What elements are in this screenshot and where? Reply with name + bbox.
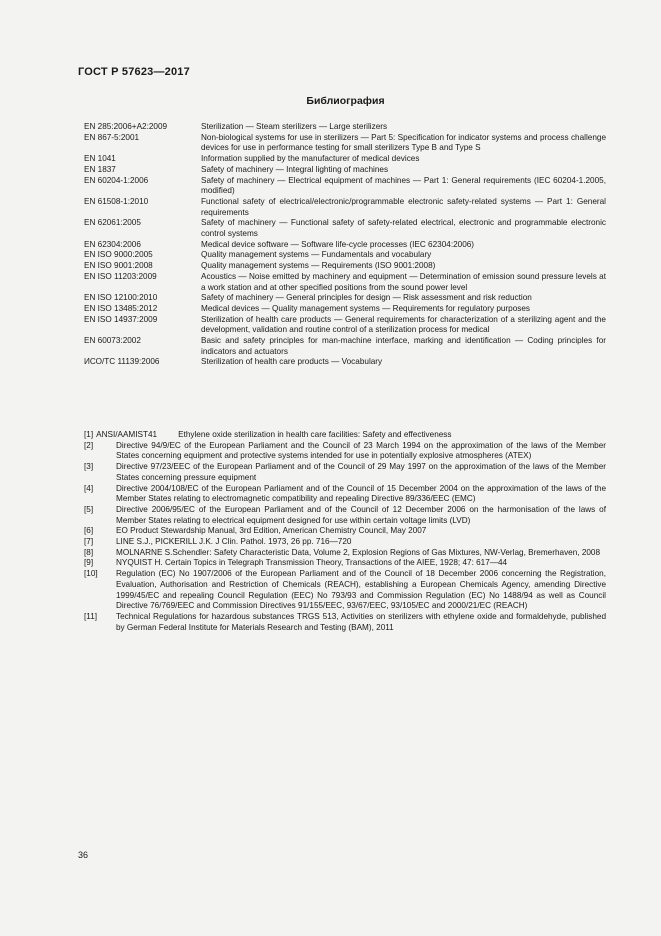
reference-entry	[84, 569, 606, 612]
standard-entry	[84, 261, 606, 272]
references-list	[84, 430, 606, 633]
reference-entry	[84, 462, 606, 483]
reference-number: [8]	[84, 547, 94, 557]
reference-entry	[84, 537, 606, 548]
standard-entry	[84, 133, 606, 154]
standard-entry	[84, 122, 606, 133]
standard-description: Medical device software — Software life-cycle processes (IEC 62304:2006)	[201, 239, 475, 249]
standard-entry	[84, 250, 606, 261]
standard-entry	[84, 315, 606, 336]
reference-entry	[84, 441, 606, 462]
standard-description: Quality management systems — Fundamentals and vocabulary	[201, 250, 432, 260]
standard-entry	[84, 357, 606, 368]
reference-number: [6]	[84, 526, 94, 536]
standard-description: Acoustics — Noise emitted by machinery and equipment — Determination of emission sound pressure levels at a work station and at other specified positions from the sound power level	[201, 271, 606, 292]
standard-entry	[84, 165, 606, 176]
standard-code: EN ISO 13485:2012	[84, 303, 158, 313]
standard-code: EN 61508-1:2010	[84, 196, 149, 206]
standard-description: Non-biological systems for use in sterilizers — Part 5: Specification for indicator systems and process challenge devices for use in performance testing for small sterilizers Type B and Type S	[201, 132, 606, 153]
standard-code: EN 60073:2002	[84, 336, 141, 346]
standard-code: EN 285:2006+A2:2009	[84, 122, 168, 131]
reference-text: Directive 97/23/EEC of the European Parliament and of the Council of 29 May 1997 on the approximation of the laws of the Member States concerning pressure equipment	[116, 462, 606, 482]
standard-description: Medical devices — Quality management systems — Requirements for regulatory purposes	[201, 303, 531, 313]
standard-entry	[84, 154, 606, 165]
reference-number: [2]	[84, 440, 94, 450]
standard-entry	[84, 197, 606, 218]
reference-text: Regulation (EC) No 1907/2006 of the European Parliament and of the Council of 18 December 2006 concerning the Registration, Evaluation, Authorisation and Restriction of Chemicals (REACH), establishing a European Chemicals Agency, amending Directive 1999/45/EC and repealing Council Regulation (EEC) No 793/93 and Commission Regulation (EC) No 1488/94 as well as Council Directive 76/769/EEC and Commission Directives 91/155/EEC, 93/67/EEC, 93/105/EC and 2000/21/EC (REACH)	[116, 569, 606, 611]
standard-entry	[84, 304, 606, 315]
standard-code: EN ISO 11203:2009	[84, 271, 157, 281]
reference-number: [3]	[84, 462, 94, 472]
standard-code: EN ISO 9000:2005	[84, 250, 153, 260]
standard-description: Basic and safety principles for man-machine interface, marking and identification — Coding principles for indicators and actuators	[201, 336, 606, 356]
reference-text: EO Product Stewardship Manual, 3rd Edition, American Chemistry Council, May 2007	[116, 526, 427, 536]
reference-entry	[84, 484, 606, 505]
reference-number: [11]	[84, 611, 98, 621]
standard-entry	[84, 218, 606, 239]
reference-entry	[84, 612, 606, 633]
reference-number: [1]	[84, 430, 94, 439]
standard-description: Functional safety of electrical/electronic/programmable electronic safety-related systems — Part 1: General requirements	[201, 196, 606, 217]
standard-entry	[84, 293, 606, 304]
standard-description: Safety of machinery — Integral lighting of machines	[201, 164, 389, 174]
reference-text: MOLNARNE S.Schendler: Safety Characteristic Data, Volume 2, Explosion Regions of Gas Mixtures, NW-Verlag, Bremerhaven, 2008	[116, 547, 601, 557]
reference-text: LINE S.J., PICKERILL J.K. J Clin. Pathol. 1973, 26 pp. 716—720	[116, 537, 352, 547]
reference-entry	[84, 526, 606, 537]
reference-number: [10]	[84, 569, 98, 579]
standard-description: Safety of machinery — General principles for design — Risk assessment and risk reduction	[201, 293, 532, 303]
standard-code: EN ISO 14937:2009	[84, 314, 158, 324]
reference-text: NYQUIST H. Certain Topics in Telegraph Transmission Theory, Transactions of the AIEE, 1928; 47: 617—44	[116, 558, 508, 568]
reference-text: Directive 94/9/EC of the European Parliament and the Council of 23 March 1994 on the approximation of the laws of the Member States concerning equipment and protective systems intended for use in potentially explosive atmospheres (ATEX)	[116, 440, 606, 461]
reference-entry	[84, 558, 606, 569]
standard-code: EN 62061:2005	[84, 218, 141, 228]
reference-entry	[84, 505, 606, 526]
reference-entry	[84, 430, 606, 441]
reference-number: [5]	[84, 504, 94, 514]
standard-code: ИСО/ТС 11139:2006	[84, 357, 160, 367]
standard-entry	[84, 336, 606, 357]
standard-description: Quality management systems — Requirements (ISO 9001:2008)	[201, 261, 436, 271]
standard-code: EN 867-5:2001	[84, 132, 140, 142]
standard-code: EN ISO 12100:2010	[84, 293, 158, 303]
reference-description: Ethylene oxide sterilization in health care facilities: Safety and effectiveness	[178, 430, 452, 439]
standard-entry	[84, 176, 606, 197]
standard-code: EN ISO 9001:2008	[84, 261, 153, 271]
reference-number: [7]	[84, 537, 94, 547]
reference-text: Technical Regulations for hazardous substances TRGS 513, Activities on sterilizers with ethylene oxide and formaldehyde, published by German Federal Institute for Materials Research and Testing (BAM), 2011	[116, 611, 606, 632]
reference-number: [4]	[84, 483, 94, 493]
standard-code: EN 60204-1:2006	[84, 175, 149, 185]
standard-description: Sterilization of health care products — Vocabulary	[201, 357, 383, 367]
page-number: 36	[78, 850, 89, 860]
standard-entry	[84, 272, 606, 293]
reference-entry	[84, 548, 606, 559]
reference-code: ANSI/AAMIST41	[96, 430, 158, 439]
standard-description: Sterilization — Steam sterilizers — Large sterilizers	[201, 122, 388, 131]
standard-code: EN 1837	[84, 164, 116, 174]
standard-code: EN 1041	[84, 154, 116, 164]
reference-text: Directive 2004/108/EC of the European Parliament and of the Council of 15 December 2004 on the approximation of the laws of the Member States relating to electromagnetic compatibility and repealing Directive 89/336/EEC (EMC)	[116, 483, 606, 504]
standard-description: Safety of machinery — Functional safety of safety-related electrical, electronic and programmable electronic control systems	[201, 218, 606, 239]
standard-description: Safety of machinery — Electrical equipment of machines — Part 1: General requirements (IEC 60204-1.2005, modified)	[201, 175, 606, 196]
standard-description: Sterilization of health care products — General requirements for characterization of a sterilizing agent and the development, validation and routine control of a sterilization process for medical	[201, 314, 606, 335]
standard-description: Information supplied by the manufacturer of medical devices	[201, 154, 420, 164]
document-code: ГОСТ Р 57623—2017	[78, 66, 190, 78]
section-title: Библиография	[306, 95, 385, 107]
standard-entry	[84, 240, 606, 251]
standard-code: EN 62304:2006	[84, 239, 141, 249]
reference-text: Directive 2006/95/EC of the European Parliament and of the Council of 12 December 2006 on the harmonisation of the laws of Member States relating to electrical equipment designed for use within certain voltage limits (LVD)	[116, 504, 606, 525]
standards-list	[84, 122, 606, 368]
reference-number: [9]	[84, 558, 94, 568]
